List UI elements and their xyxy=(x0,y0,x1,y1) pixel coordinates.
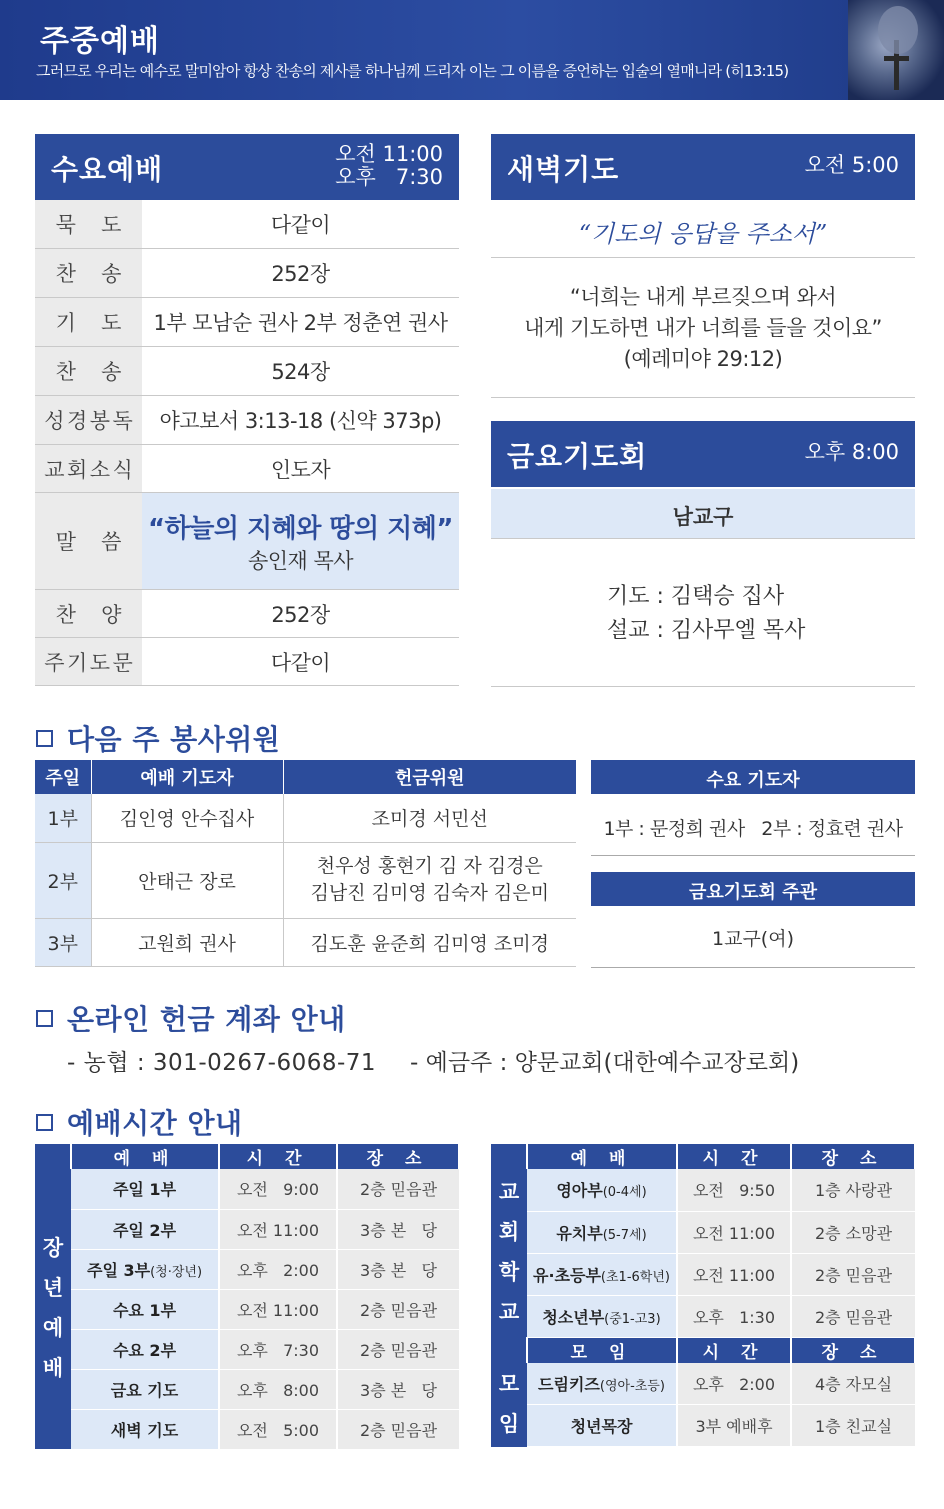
service-time: 오전 5:00 xyxy=(219,1409,337,1449)
order-label: 찬 양 xyxy=(35,590,142,637)
service-place: 2층 믿음관 xyxy=(337,1329,459,1369)
program-name xyxy=(527,1405,677,1447)
program-name xyxy=(527,1363,677,1405)
program-name-text: 청년목장 xyxy=(570,1417,633,1436)
side-char: 교 xyxy=(498,1299,520,1324)
checkbox-square-icon xyxy=(36,1010,53,1027)
friday-host-value: 1교구(여) xyxy=(591,906,915,968)
service-name xyxy=(71,1369,219,1409)
order-value: 524장 xyxy=(271,360,330,384)
dawn-quote xyxy=(491,282,915,375)
order-value: 다같이 xyxy=(270,650,331,675)
friday-prayer: 기도 : 김택승 집사 xyxy=(607,584,785,609)
table-row xyxy=(35,1249,459,1289)
adult-side-label xyxy=(35,1169,71,1449)
service-time: 오전 11:00 xyxy=(219,1289,337,1329)
program-name xyxy=(527,1211,677,1253)
program-place: 2층 믿음관 xyxy=(791,1295,915,1337)
col-header: 예배 기도자 xyxy=(91,760,283,794)
program-name-sub: (영아-초등) xyxy=(599,1378,665,1394)
schedule-title-text: 예배시간 안내 xyxy=(67,1107,243,1140)
service-time: 오후 2:00 xyxy=(219,1249,337,1289)
servants-title-text: 다음 주 봉사위원 xyxy=(67,723,281,756)
online-title-text: 온라인 헌금 계좌 안내 xyxy=(67,1003,346,1036)
divider xyxy=(491,397,915,398)
program-name-text: 유·초등부 xyxy=(533,1265,601,1285)
program-time: 오후 2:00 xyxy=(677,1363,791,1405)
order-label: 교 회 소 식 xyxy=(35,445,142,492)
wednesday-time-2: 오후 7:30 xyxy=(335,165,443,190)
checkbox-square-icon xyxy=(36,730,53,747)
offering-cell: 조미경 서민선 xyxy=(283,794,576,842)
leader-cell: 김인영 안수집사 xyxy=(91,794,283,842)
order-value: 1부 모남순 권사 2부 정춘연 권사 xyxy=(153,311,448,335)
meeting-side-label xyxy=(491,1363,527,1447)
dawn-motto: “기도의 응답을 주소서” xyxy=(491,200,915,258)
banner xyxy=(0,0,944,100)
program-time: 오후 1:30 xyxy=(677,1295,791,1337)
order-value: 252장 xyxy=(271,602,330,627)
sermon-preacher: 송인재 목사 xyxy=(247,548,354,573)
wednesday-header xyxy=(35,134,459,200)
order-row xyxy=(35,298,459,347)
side-char: 장 xyxy=(42,1236,64,1261)
wednesday-time-1: 오전 11:00 xyxy=(335,142,443,166)
part-cell: 3부 xyxy=(35,918,91,966)
servants-section-title xyxy=(36,718,280,758)
col-header: 예 배 xyxy=(71,1144,219,1169)
order-value: 인도자 xyxy=(270,457,331,482)
wednesday-title: 수요예배 xyxy=(51,153,164,186)
dawn-quote-ref: (예레미야 29:12) xyxy=(623,347,783,371)
checkbox-square-icon xyxy=(36,1114,53,1131)
online-section-title xyxy=(36,998,346,1038)
service-name xyxy=(71,1209,219,1249)
header-row xyxy=(35,1144,459,1169)
friday-time: 오후 8:00 xyxy=(804,440,899,464)
service-name-text: 주일 3부 xyxy=(86,1260,151,1280)
service-time: 오전 11:00 xyxy=(219,1209,337,1249)
order-value: 252장 xyxy=(271,262,330,286)
program-time: 오전 11:00 xyxy=(677,1211,791,1253)
col-header: 헌금위원 xyxy=(283,760,576,794)
dawn-title: 새벽기도 xyxy=(507,153,620,186)
wed-prayer-header: 수요 기도자 xyxy=(591,760,915,794)
order-label: 찬 송 xyxy=(35,347,142,395)
col-header: 주일 xyxy=(35,760,91,794)
order-label: 말 씀 xyxy=(35,493,142,589)
service-time: 오전 9:00 xyxy=(219,1169,337,1209)
corner-cell xyxy=(35,1144,71,1169)
program-name-text: 유치부 xyxy=(556,1223,603,1243)
order-row xyxy=(35,493,459,590)
side-char: 배 xyxy=(42,1355,64,1380)
table-row xyxy=(35,1209,459,1249)
order-value xyxy=(142,493,459,589)
program-place: 1층 친교실 xyxy=(791,1405,915,1447)
service-name-text: 수요 1부 xyxy=(112,1300,177,1320)
program-name-text: 청소년부 xyxy=(542,1307,605,1327)
table-row xyxy=(491,1295,915,1337)
side-char: 학 xyxy=(498,1260,520,1284)
program-name xyxy=(527,1253,677,1295)
side-char: 년 xyxy=(42,1276,64,1301)
account-holder: - 예금주 : 양문교회(대한예수교장로회) xyxy=(410,1050,800,1076)
service-name xyxy=(71,1329,219,1369)
col-header: 예 배 xyxy=(527,1144,677,1169)
program-time: 오전 11:00 xyxy=(677,1253,791,1295)
program-name-sub: (0-4세) xyxy=(602,1185,647,1201)
order-value: 다같이 xyxy=(270,213,331,237)
school-schedule-table xyxy=(491,1144,916,1447)
table-row xyxy=(35,1169,459,1209)
order-label: 성 경 봉 독 xyxy=(35,396,142,444)
table-row xyxy=(35,1369,459,1409)
table-row xyxy=(35,1409,459,1449)
service-name xyxy=(71,1169,219,1209)
offering-line: 김남진 김미영 김숙자 김은미 xyxy=(310,882,549,904)
side-char: 모 xyxy=(498,1371,520,1396)
program-place: 1층 사랑관 xyxy=(791,1169,915,1211)
service-name-text: 금요 기도 xyxy=(110,1380,179,1400)
order-row xyxy=(35,445,459,493)
corner-cell xyxy=(491,1144,527,1169)
friday-title: 금요기도회 xyxy=(507,440,648,473)
banner-verse: 그러므로 우리는 예수로 말미암아 항상 찬송의 제사를 하나님께 드리자 이는 그 이름을 증언하는 입술의 열매니라 (히13:15) xyxy=(36,62,789,80)
service-name-text: 수요 2부 xyxy=(112,1340,177,1360)
corner-cell xyxy=(491,1337,527,1363)
order-row xyxy=(35,590,459,638)
leader-cell: 안태근 장로 xyxy=(91,842,283,918)
table-row xyxy=(491,1405,915,1447)
order-row xyxy=(35,638,459,686)
program-time: 오전 9:50 xyxy=(677,1169,791,1211)
praying-hands-image xyxy=(848,0,944,100)
side-char: 교 xyxy=(498,1180,520,1205)
part-cell: 1부 xyxy=(35,794,91,842)
col-header: 모 임 xyxy=(527,1337,677,1363)
sermon-title: “하늘의 지혜와 땅의 지혜” xyxy=(148,513,453,544)
divider xyxy=(491,686,915,687)
col-header: 장 소 xyxy=(791,1337,915,1363)
order-row xyxy=(35,396,459,445)
account-number: - 농협 : 301-0267-6068-71 xyxy=(67,1050,377,1076)
table-row xyxy=(35,842,576,918)
program-place: 2층 믿음관 xyxy=(791,1253,915,1295)
friday-group: 남교구 xyxy=(491,489,915,539)
dawn-header xyxy=(491,134,915,200)
dawn-quote-line-2: 내게 기도하면 내가 너희를 들을 것이요” xyxy=(524,316,882,340)
dawn-time: 오전 5:00 xyxy=(804,153,899,177)
side-char: 임 xyxy=(498,1411,520,1436)
program-name-text: 영아부 xyxy=(556,1181,603,1201)
table-row xyxy=(35,1329,459,1369)
col-header: 시 간 xyxy=(677,1337,791,1363)
service-name xyxy=(71,1249,219,1289)
adult-schedule-table xyxy=(35,1144,460,1450)
col-header: 시 간 xyxy=(677,1144,791,1169)
service-place: 3층 본 당 xyxy=(337,1369,459,1409)
program-name-sub: (중1-고3) xyxy=(604,1311,661,1327)
service-place: 2층 믿음관 xyxy=(337,1289,459,1329)
service-name xyxy=(71,1409,219,1449)
order-row xyxy=(35,347,459,396)
school-side-label xyxy=(491,1169,527,1337)
leader-cell: 고원희 권사 xyxy=(91,918,283,966)
program-name xyxy=(527,1169,677,1211)
col-header: 장 소 xyxy=(791,1144,915,1169)
order-label: 찬 송 xyxy=(35,249,142,297)
offering-cell xyxy=(283,842,576,918)
service-place: 3층 본 당 xyxy=(337,1249,459,1289)
program-place: 4층 자모실 xyxy=(791,1363,915,1405)
offering-cell: 김도훈 윤준희 김미영 조미경 xyxy=(283,918,576,966)
service-name-sub: (청·장년) xyxy=(150,1264,203,1280)
order-row xyxy=(35,249,459,298)
service-name-text: 주일 2부 xyxy=(112,1220,177,1240)
dawn-quote-line-1: “너희는 내게 부르짖으며 와서 xyxy=(569,285,837,309)
side-char: 예 xyxy=(42,1316,64,1340)
service-place: 2층 믿음관 xyxy=(337,1169,459,1209)
table-row xyxy=(491,1211,915,1253)
service-name-text: 주일 1부 xyxy=(112,1180,177,1200)
service-name xyxy=(71,1289,219,1329)
servants-table xyxy=(35,760,576,967)
order-value: 야고보서 3:13-18 (신약 373p) xyxy=(159,409,442,433)
table-row xyxy=(491,1169,915,1211)
part-cell: 2부 xyxy=(35,842,91,918)
banner-title: 주중예배 xyxy=(40,24,160,59)
col-header: 시 간 xyxy=(219,1144,337,1169)
col-header: 장 소 xyxy=(337,1144,459,1169)
service-place: 3층 본 당 xyxy=(337,1209,459,1249)
header-row xyxy=(491,1144,915,1169)
service-name-text: 새벽 기도 xyxy=(110,1420,179,1440)
table-row xyxy=(35,794,576,842)
program-name-sub: (초1-6학년) xyxy=(600,1269,670,1285)
service-time: 오후 8:00 xyxy=(219,1369,337,1409)
wednesday-times xyxy=(335,143,443,189)
service-time: 오후 7:30 xyxy=(219,1329,337,1369)
table-row xyxy=(35,1289,459,1329)
table-row xyxy=(491,1253,915,1295)
program-place: 2층 소망관 xyxy=(791,1211,915,1253)
program-name xyxy=(527,1295,677,1337)
service-place: 2층 믿음관 xyxy=(337,1409,459,1449)
side-char: 회 xyxy=(498,1220,520,1245)
table-row xyxy=(491,1363,915,1405)
order-label: 주 기 도 문 xyxy=(35,638,142,685)
order-row xyxy=(35,200,459,249)
header-row xyxy=(491,1337,915,1363)
friday-leaders xyxy=(607,580,805,648)
order-label: 기 도 xyxy=(35,298,142,346)
program-name-sub: (5-7세) xyxy=(602,1227,647,1243)
schedule-section-title xyxy=(36,1102,243,1142)
program-time: 3부 예배후 xyxy=(677,1405,791,1447)
friday-header xyxy=(491,421,915,487)
order-label: 묵 도 xyxy=(35,200,142,248)
friday-host-header: 금요기도회 주관 xyxy=(591,872,915,906)
wed-prayer-value: 1부 : 문정희 권사 2부 : 정효련 권사 xyxy=(591,794,915,856)
offering-line: 천우성 홍현기 김 자 김경은 xyxy=(316,855,543,877)
table-row xyxy=(35,918,576,966)
friday-sermon: 설교 : 김사무엘 목사 xyxy=(607,618,806,643)
program-name-text: 드림키즈 xyxy=(538,1374,600,1394)
